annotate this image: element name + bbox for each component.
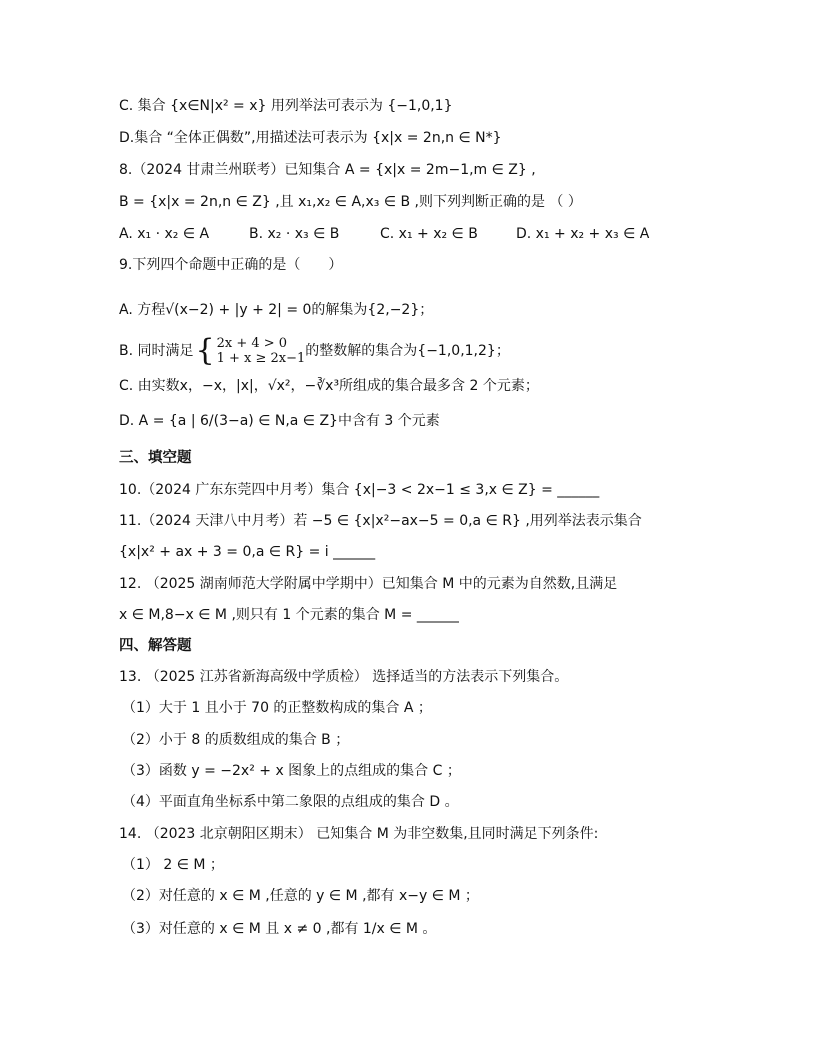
q9-option-b-prefix: B. 同时满足 <box>119 343 194 359</box>
q13-part-4: （4）平面直角坐标系中第二象限的点组成的集合 D 。 <box>122 794 459 810</box>
q14-condition-2: （2）对任意的 x ∈ M ,任意的 y ∈ M ,都有 x−y ∈ M ； <box>122 888 479 904</box>
q8-option-b: B. x₂ · x₃ ∈ B <box>249 226 340 242</box>
q8-option-c: C. x₁ + x₂ ∈ B <box>380 226 478 242</box>
q13-part-3: （3）函数 y = −2x² + x 图象上的点组成的集合 C ； <box>122 763 461 779</box>
inequality-2: 1 + x ≥ 2x−1 <box>216 351 306 366</box>
q14-condition-3: （3）对任意的 x ∈ M 且 x ≠ 0 ,都有 1/x ∈ M 。 <box>122 921 437 937</box>
question-13: 13. （2025 江苏省新海高级中学质检） 选择适当的方法表示下列集合。 <box>119 669 569 685</box>
question-8-line-2: B = {x|x = 2n,n ∈ Z} ,且 x₁,x₂ ∈ A,x₃ ∈ B ,则下列判断正确的是 （ ） <box>119 194 582 210</box>
option-c: C. 集合 {x∈N|x² = x} 用列举法可表示为 {−1,0,1} <box>119 98 453 114</box>
question-9: 9.下列四个命题中正确的是（ ） <box>119 257 343 273</box>
section-4-heading: 四、解答题 <box>119 638 192 654</box>
question-8-line-1: 8.（2024 甘肃兰州联考）已知集合 A = {x|x = 2m−1,m ∈ Z} , <box>119 162 536 178</box>
option-d: D.集合 “全体正偶数”,用描述法可表示为 {x|x = 2n,n ∈ N*} <box>119 130 502 146</box>
question-11-line-2: {x|x² + ax + 3 = 0,a ∈ R} = i ______ <box>119 544 376 560</box>
q9-option-b <box>119 333 510 368</box>
inequality-1: 2x + 4 > 0 <box>216 336 288 351</box>
question-12-line-1: 12. （2025 湖南师范大学附属中学期中）已知集合 M 中的元素为自然数,且满足 <box>119 576 618 592</box>
question-12-line-2: x ∈ M,8−x ∈ M ,则只有 1 个元素的集合 M = ______ <box>119 607 459 623</box>
inequality-system <box>217 336 306 366</box>
section-3-heading: 三、填空题 <box>119 450 192 466</box>
q9-option-c: C. 由实数x，−x，|x|，√x²，−∛x³所组成的集合最多含 2 个元素； <box>119 378 539 394</box>
q8-option-a: A. x₁ · x₂ ∈ A <box>119 226 210 242</box>
question-11-line-1: 11.（2024 天津八中月考）若 −5 ∈ {x|x²−ax−5 = 0,a ∈ R} ,用列举法表示集合 <box>119 513 642 529</box>
q13-part-2: （2）小于 8 的质数组成的集合 B ； <box>122 732 350 748</box>
q14-condition-1: （1） 2 ∈ M ； <box>122 857 224 873</box>
question-14: 14. （2023 北京朝阳区期末） 已知集合 M 为非空数集,且同时满足下列条件: <box>119 826 599 842</box>
q13-part-1: （1）大于 1 且小于 70 的正整数构成的集合 A ； <box>122 700 432 716</box>
q8-option-d: D. x₁ + x₂ + x₃ ∈ A <box>516 226 650 242</box>
q9-option-b-suffix: 的整数解的集合为{−1,0,1,2}； <box>305 343 510 359</box>
q9-option-a: A. 方程√(x−2) + |y + 2| = 0的解集为{2,−2}； <box>119 302 434 318</box>
left-brace: { <box>195 333 215 368</box>
q9-option-d: D. A = {a | 6/(3−a) ∈ N,a ∈ Z}中含有 3 个元素 <box>119 413 440 429</box>
question-10: 10.（2024 广东东莞四中月考）集合 {x|−3 < 2x−1 ≤ 3,x ∈ Z} = ______ <box>119 482 600 498</box>
